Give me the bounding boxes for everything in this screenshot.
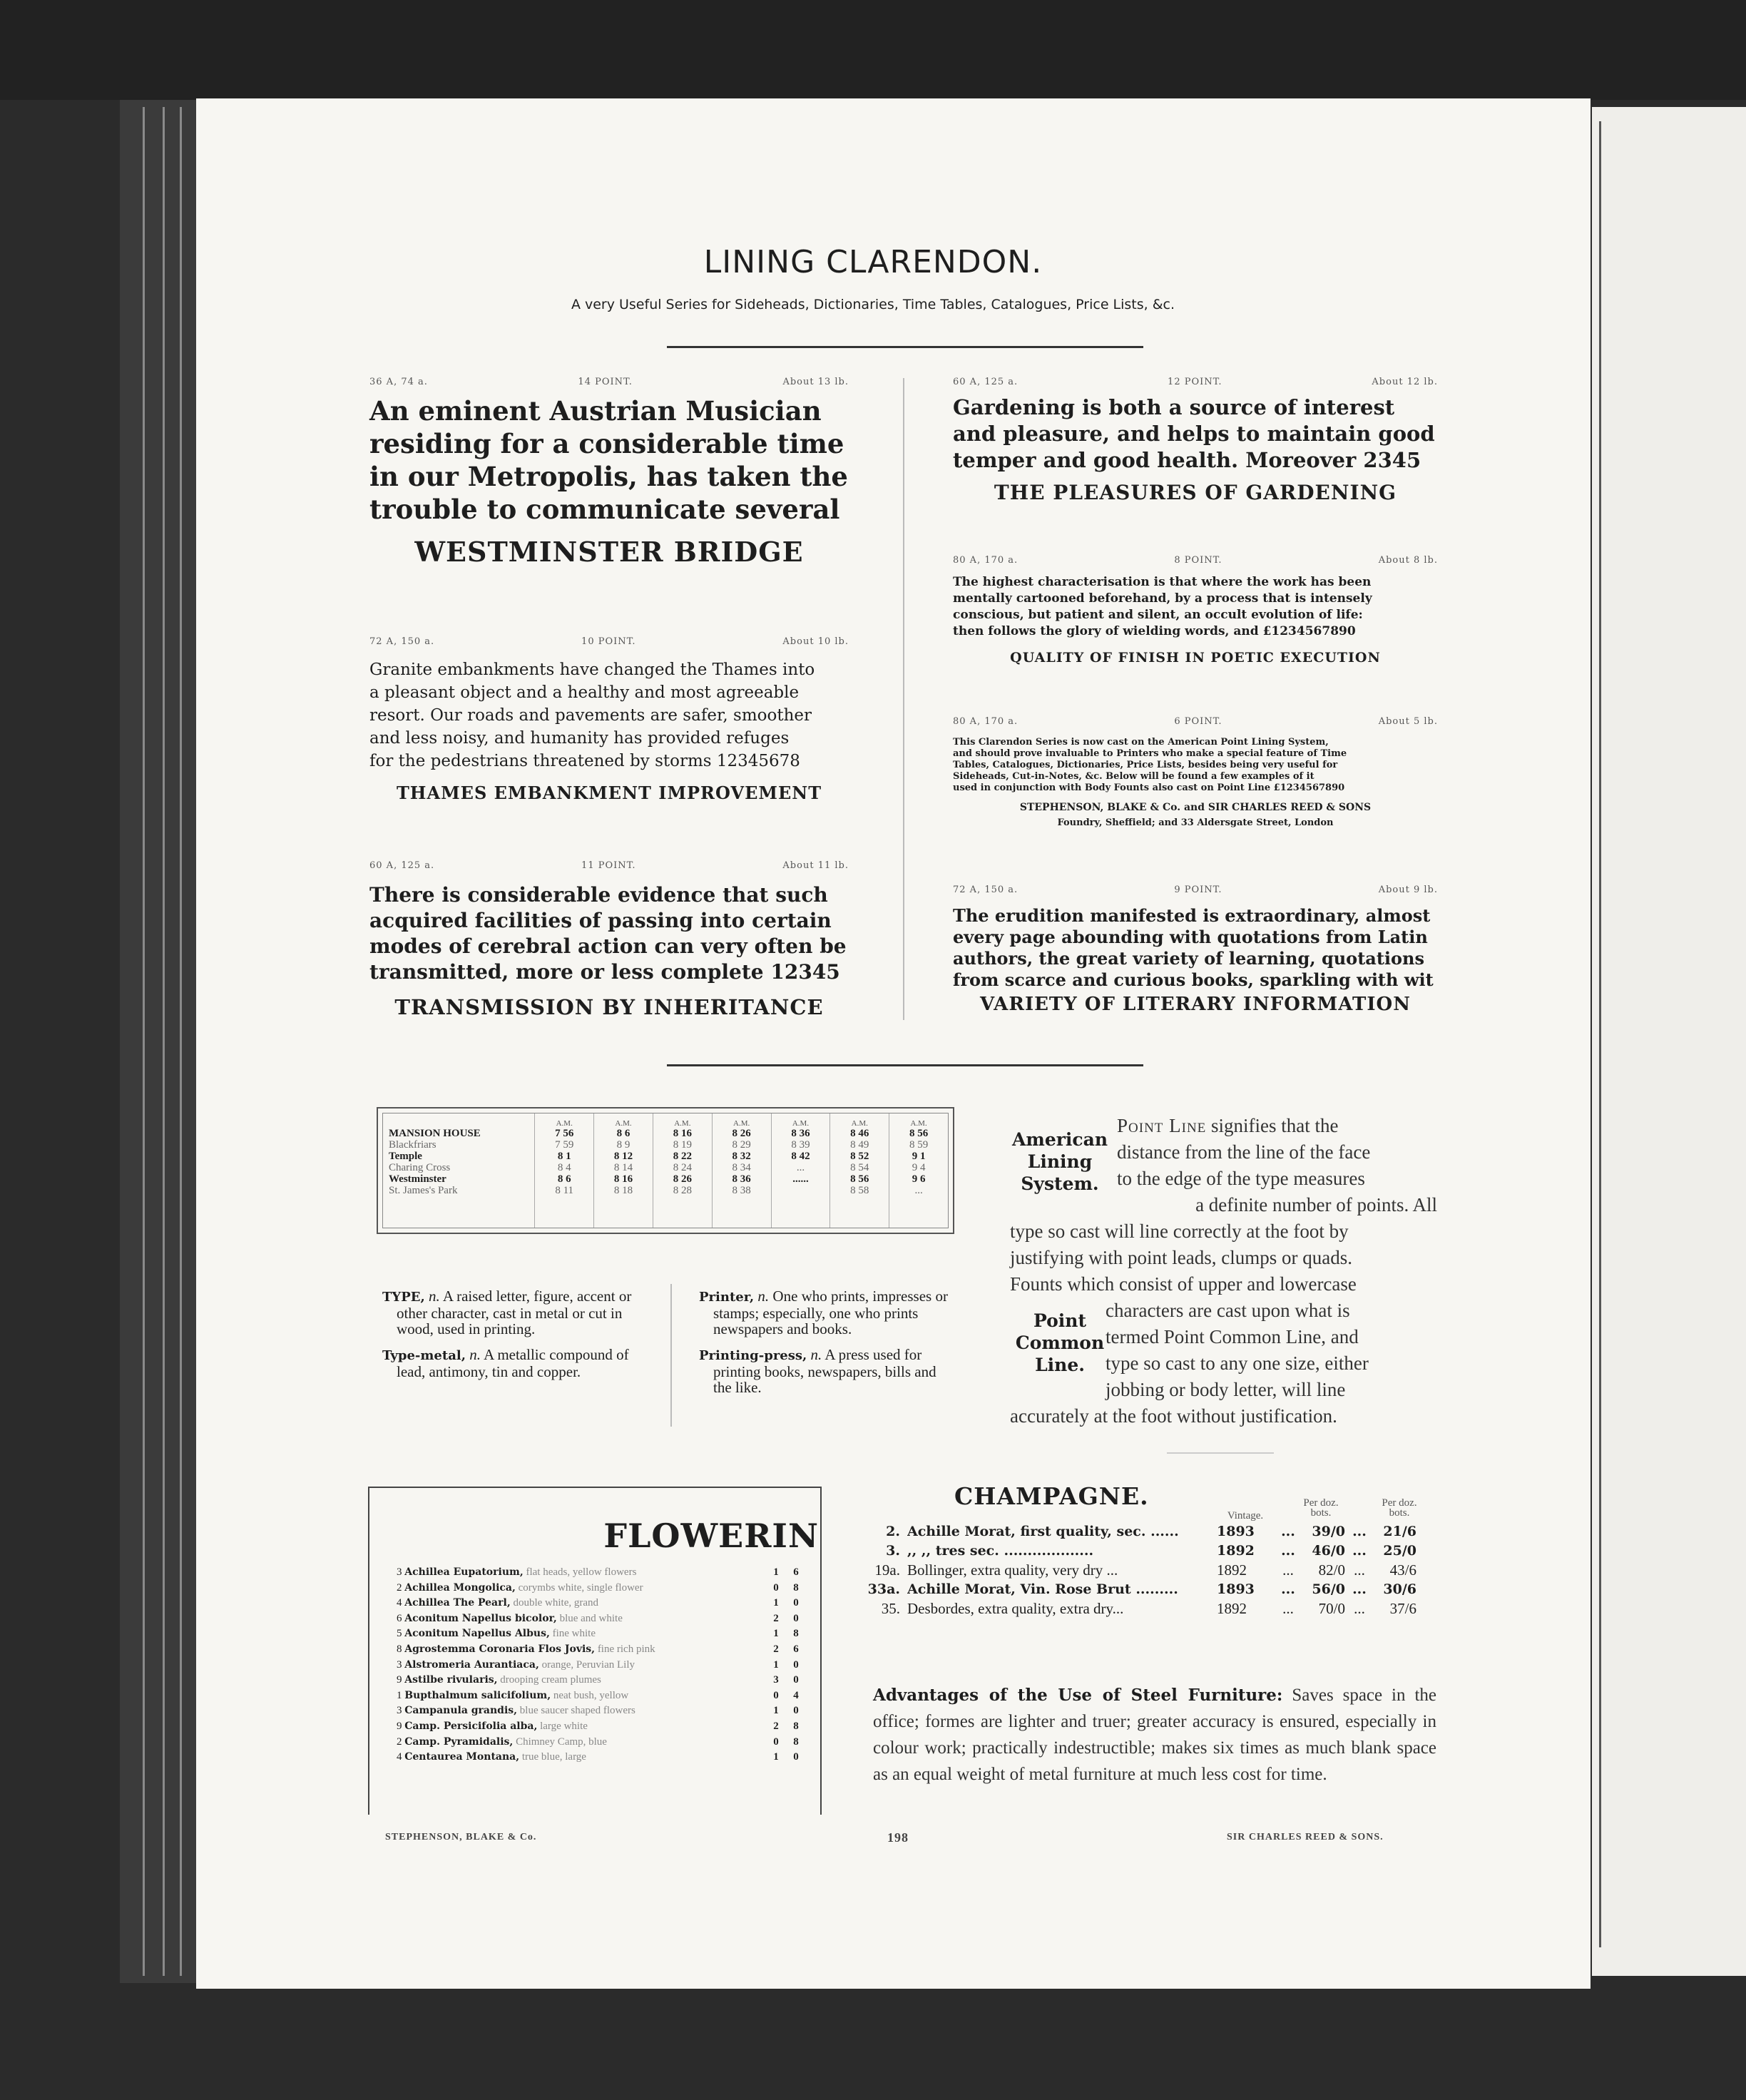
flower-list <box>369 1555 820 1765</box>
time-column: A.M. 8 56 8 59 9 1 9 4 9 6 ... <box>889 1113 948 1228</box>
specimen-line: then follows the glory of wielding words, and £1234567890 <box>953 624 1356 638</box>
specimen-14-point <box>369 377 849 568</box>
specimen-line: conscious, but patient and silent, an occult evolution of life: <box>953 608 1363 622</box>
time-cell: 8 42 <box>791 1151 810 1162</box>
point-line-text-1: Point Line signifies that the distance from the line of the face to the edge of the type measures a definite number of points. All <box>1117 1113 1437 1218</box>
station-name: St. James's Park <box>389 1185 458 1196</box>
time-cell: 8 22 <box>673 1151 692 1162</box>
list-item: 2 Achillea Mongolica, corymbs white, single flower 0 8 <box>397 1581 799 1594</box>
table-row: 19a. Bollinger, extra quality, very dry ... 1892 ... 82/0 ... 43/6 <box>874 1561 1416 1579</box>
lead-line: Point Line signifies that the <box>1117 1115 1339 1136</box>
entry-definition: A metallic compound of lead, antimony, tin and copper. <box>397 1346 629 1380</box>
time-cell: 9 1 <box>912 1151 926 1162</box>
list-item: 3 Achillea Eupatorium, flat heads, yellow flowers 1 6 <box>397 1566 799 1578</box>
caps-count: 72 A, 150 a. <box>369 636 435 647</box>
specimen-line: residing for a considerable time <box>369 428 844 459</box>
table-row: 33a. Achille Morat, Vin. Rose Brut ......... 1893 ... 56/0 ... 30/6 <box>867 1581 1416 1597</box>
entry-definition: A press used for printing books, newspapers, bills and the like. <box>713 1346 936 1396</box>
station-name: MANSION HOUSE <box>389 1128 481 1139</box>
time-cell: 8 46 <box>850 1128 869 1139</box>
time-cell: 9 4 <box>912 1162 926 1173</box>
specimen-text <box>953 574 1438 640</box>
specimen-meta <box>953 885 1438 895</box>
specimen-heading: THAMES EMBANKMENT IMPROVEMENT <box>396 783 822 803</box>
list-item: 3 Campanula grandis, blue saucer shaped flowers 1 0 <box>397 1705 799 1717</box>
time-cell: 8 9 <box>616 1139 630 1151</box>
point-size: 10 POINT. <box>581 636 636 647</box>
time-cell: 8 16 <box>613 1173 633 1185</box>
facing-page <box>1592 107 1746 1976</box>
time-cell: 8 32 <box>732 1151 751 1162</box>
time-cell: ... <box>796 1162 805 1173</box>
specimen-9-point <box>953 885 1438 1015</box>
specimen-line: This Clarendon Series is now cast on the American Point Lining System, <box>953 737 1329 748</box>
champagne-title: CHAMPAGNE. <box>954 1482 1149 1510</box>
specimen-line: mentally cartooned beforehand, by a process that is intensely <box>953 591 1372 606</box>
specimen-text <box>953 737 1438 794</box>
time-cell: 8 11 <box>555 1185 574 1196</box>
book-page-edges <box>120 100 198 1983</box>
point-size: 6 POINT. <box>1174 716 1222 727</box>
background-top <box>0 0 1746 100</box>
fount-weight: About 13 lb. <box>782 377 849 387</box>
fount-weight: About 10 lb. <box>782 636 849 647</box>
point-line-text-2: type so cast will line correctly at the foot by justifying with point leads, clumps or quads. Founts which consist of upper and lowercase <box>1010 1220 1357 1295</box>
time-cell: 8 1 <box>557 1151 571 1162</box>
time-cell: 8 26 <box>732 1128 751 1139</box>
caps-count: 80 A, 170 a. <box>953 716 1018 727</box>
point-size: 14 POINT. <box>578 377 633 387</box>
dictionary-right <box>699 1288 956 1405</box>
table-row: 3. ,, ,, tres sec. ................... 1892 ... 46/0 ... 25/0 <box>886 1543 1416 1559</box>
specimen-meta <box>369 860 849 871</box>
entry-definition: One who prints, impresses or stamps; especially, one who prints newspapers and books. <box>713 1288 948 1337</box>
specimen-text <box>369 882 849 985</box>
specimen-heading: TRANSMISSION BY INHERITANCE <box>394 995 824 1019</box>
specimen-heading: VARIETY OF LITERARY INFORMATION <box>980 994 1411 1015</box>
specimen-text <box>369 394 849 526</box>
vintage-column-head: Vintage. <box>1227 1510 1264 1522</box>
list-item: 3 Alstromeria Aurantiaca, orange, Peruvian Lily 1 0 <box>397 1658 799 1671</box>
notice-text: Saves space in the office; formes are lighter and truer; greater accuracy is ensured, especially in colour work; practically indestructible; makes six times as much blank space as an equal weight of metal furniture at much less cost for time. <box>873 1686 1436 1784</box>
time-cell: 8 19 <box>673 1139 692 1151</box>
time-cell: 8 59 <box>909 1139 929 1151</box>
page-edge-line <box>143 107 145 1976</box>
page-number: 198 <box>887 1830 909 1845</box>
time-cell: 8 24 <box>673 1162 692 1173</box>
specimen-12-point <box>953 377 1438 504</box>
fount-weight: About 11 lb. <box>782 860 849 871</box>
specimen-text <box>953 394 1438 474</box>
time-cell: 8 6 <box>616 1128 630 1139</box>
flower-title: FLOWERIN <box>603 1517 819 1555</box>
time-cell: 7 59 <box>555 1139 574 1151</box>
specimen-heading: WESTMINSTER BRIDGE <box>414 536 804 568</box>
time-cell: 8 4 <box>557 1162 571 1173</box>
point-line-text-3: characters are cast upon what is termed Point Common Line, and type so cast to any one size, either jobbing or body letter, will line <box>1106 1300 1369 1400</box>
specimen-line: and less noisy, and humanity has provided refuges <box>369 729 790 748</box>
dictionary-entry <box>699 1288 956 1337</box>
section-rule <box>667 1064 1143 1066</box>
sidehead-point-common-line: Point Common Line. <box>1015 1310 1105 1375</box>
time-cell: 8 26 <box>673 1173 692 1185</box>
specimen-line: transmitted, more or less complete 12345 <box>369 960 840 984</box>
specimen-heading: THE PLEASURES OF GARDENING <box>994 481 1397 504</box>
steel-furniture-notice <box>873 1682 1436 1788</box>
time-cell: 8 54 <box>850 1162 869 1173</box>
specimen-text <box>369 658 849 773</box>
station-name: Temple <box>389 1151 422 1162</box>
list-item: 1 Bupthalmum salicifolium, neat bush, yellow 0 4 <box>397 1689 799 1701</box>
point-line-section <box>1006 1113 1437 1427</box>
specimen-line: every page abounding with quotations from Latin <box>953 927 1428 947</box>
column-divider <box>903 378 904 1020</box>
specimen-line: and should prove invaluable to Printers who make a special feature of Time <box>953 748 1347 759</box>
list-item: 9 Astilbe rivularis, drooping cream plumes 3 0 <box>397 1674 799 1686</box>
point-size: 12 POINT. <box>1168 377 1222 387</box>
entry-pos: n. <box>757 1288 770 1305</box>
time-cell: 8 39 <box>791 1139 810 1151</box>
time-cell: 8 6 <box>557 1173 571 1185</box>
per-doz-column-head: Per doz. bots. <box>1382 1497 1417 1519</box>
point-size: 8 POINT. <box>1174 555 1222 566</box>
specimen-line: Sideheads, Cut-in-Notes, &c. Below will be found a few examples of it <box>953 771 1314 782</box>
table-row: 2. Achille Morat, first quality, sec. ...... 1893 ... 39/0 ... 21/6 <box>886 1524 1416 1539</box>
time-cell: 8 18 <box>613 1185 633 1196</box>
entry-term: Type-metal, <box>382 1348 466 1363</box>
caps-count: 36 A, 74 a. <box>369 377 428 387</box>
time-cell: 9 6 <box>912 1173 926 1185</box>
fount-weight: About 8 lb. <box>1378 555 1438 566</box>
specimen-subheading: Foundry, Sheffield; and 33 Aldersgate Street, London <box>1057 817 1334 828</box>
champagne-price-list <box>867 1479 1438 1629</box>
time-cell: 8 29 <box>732 1139 751 1151</box>
caps-count: 60 A, 125 a. <box>369 860 435 871</box>
specimen-line: Granite embankments have changed the Thames into <box>369 661 815 679</box>
specimen-heading: QUALITY OF FINISH IN POETIC EXECUTION <box>1010 650 1381 666</box>
time-cell: 8 14 <box>613 1162 633 1173</box>
time-cell: 8 49 <box>850 1139 869 1151</box>
fount-weight: About 9 lb. <box>1378 885 1438 895</box>
short-rule <box>1167 1452 1274 1454</box>
dictionary-entry <box>382 1347 646 1380</box>
entry-term: Printing-press, <box>699 1348 807 1363</box>
footer-right: SIR CHARLES REED & SONS. <box>1227 1832 1384 1842</box>
specimen-line: The highest characterisation is that where the work has been <box>953 575 1372 589</box>
notice-lead: Advantages of the Use of Steel Furniture: <box>873 1686 1283 1705</box>
time-cell: 8 28 <box>673 1185 692 1196</box>
specimen-line: used in conjunction with Body Founts also cast on Point Line £1234567890 <box>953 783 1345 793</box>
dictionary-left <box>382 1288 646 1390</box>
specimen-line: in our Metropolis, has taken the <box>369 461 848 492</box>
lead-term: Point Line <box>1117 1115 1207 1136</box>
specimen-meta <box>953 377 1438 387</box>
flower-price-list <box>368 1487 822 1815</box>
caps-count: 72 A, 150 a. <box>953 885 1018 895</box>
specimen-meta <box>369 636 849 647</box>
page-title: LINING CLARENDON. <box>703 244 1043 280</box>
list-item: 4 Centaurea Montana, true blue, large 1 0 <box>397 1751 799 1763</box>
time-column: A.M. 8 16 8 19 8 22 8 24 8 26 8 28 <box>653 1113 712 1228</box>
list-item: 5 Aconitum Napellus Albus, fine white 1 8 <box>397 1628 799 1640</box>
station-name: Westminster <box>389 1173 446 1185</box>
point-size: 11 POINT. <box>581 860 636 871</box>
specimen-line: authors, the great variety of learning, quotations <box>953 948 1424 969</box>
specimen-meta <box>369 377 849 387</box>
time-cell: 8 16 <box>673 1128 692 1139</box>
specimen-line: trouble to communicate several <box>369 494 840 525</box>
entry-pos: n. <box>429 1288 440 1305</box>
time-cell: 8 56 <box>909 1128 929 1139</box>
time-cell: 8 56 <box>850 1173 869 1185</box>
caps-count: 60 A, 125 a. <box>953 377 1018 387</box>
specimen-6-point <box>953 716 1438 831</box>
list-item: 6 Aconitum Napellus bicolor, blue and white 2 0 <box>397 1612 799 1624</box>
sidehead-american-lining: American Lining System. <box>1011 1129 1108 1194</box>
entry-pos: n. <box>810 1346 822 1363</box>
specimen-line: There is considerable evidence that such <box>369 883 828 907</box>
time-cell: 7 56 <box>555 1128 574 1139</box>
specimen-line: Tables, Catalogues, Dictionaries, Price Lists, besides being very useful for <box>953 760 1338 770</box>
dictionary-entry <box>382 1288 646 1337</box>
list-item: 9 Camp. Persicifolia alba, large white 2 8 <box>397 1720 799 1732</box>
timetable-grid <box>382 1113 949 1228</box>
list-item: 2 Camp. Pyramidalis, Chimney Camp, blue 0 8 <box>397 1735 799 1748</box>
timetable <box>377 1107 954 1234</box>
header-rule <box>667 346 1143 348</box>
champagne-rows <box>867 1522 1438 1619</box>
time-column: A.M. 8 26 8 29 8 32 8 34 8 36 8 38 <box>712 1113 771 1228</box>
time-cell: 8 12 <box>613 1151 633 1162</box>
list-item: 8 Agrostemma Coronaria Flos Jovis, fine rich pink 2 6 <box>397 1643 799 1655</box>
specimen-meta <box>953 716 1438 727</box>
caps-count: 80 A, 170 a. <box>953 555 1018 566</box>
specimen-line: The erudition manifested is extraordinary, almost <box>953 905 1431 926</box>
point-line-text-4: accurately at the foot without justification. <box>1010 1405 1337 1427</box>
page-edge-line <box>163 107 165 1976</box>
fount-weight: About 12 lb. <box>1372 377 1438 387</box>
footer-left: STEPHENSON, BLAKE & Co. <box>385 1832 537 1842</box>
specimen-8-point <box>953 555 1438 666</box>
specimen-line: for the pedestrians threatened by storms 12345678 <box>369 752 800 770</box>
entry-term: Printer, <box>699 1290 755 1305</box>
time-cell: ...... <box>792 1173 809 1185</box>
time-cell: 8 58 <box>850 1185 869 1196</box>
specimen-line: Gardening is both a source of interest <box>953 395 1395 419</box>
specimen-meta <box>953 555 1438 566</box>
page-edge-line <box>180 107 182 1976</box>
specimen-line: acquired facilities of passing into certain <box>369 909 832 932</box>
specimen-line: modes of cerebral action can very often be <box>369 934 847 958</box>
dictionary-entry <box>699 1347 956 1395</box>
time-cell: 8 36 <box>732 1173 751 1185</box>
fount-weight: About 5 lb. <box>1378 716 1438 727</box>
time-cell: 8 36 <box>791 1128 810 1139</box>
entry-definition: A raised letter, figure, accent or other character, cast in metal or cut in wood, used in printing. <box>397 1288 632 1337</box>
time-column: A.M. 8 36 8 39 8 42 ... ...... <box>771 1113 830 1228</box>
specimen-line: An eminent Austrian Musician <box>369 395 822 427</box>
specimen-line: a pleasant object and a healthy and most agreeable <box>369 683 800 702</box>
station-name: Charing Cross <box>389 1162 451 1173</box>
station-column <box>383 1113 534 1228</box>
specimen-11-point <box>369 860 849 1019</box>
time-cell: 8 38 <box>732 1185 751 1196</box>
specimen-line: and pleasure, and helps to maintain good <box>953 422 1435 446</box>
time-cell: 8 34 <box>732 1162 751 1173</box>
specimen-line: resort. Our roads and pavements are safer, smoother <box>369 706 812 725</box>
specimen-heading: STEPHENSON, BLAKE & Co. and SIR CHARLES REED & SONS <box>1019 802 1372 813</box>
time-cell: ... <box>914 1185 923 1196</box>
list-item: 4 Achillea The Pearl, double white, grand 1 0 <box>397 1597 799 1609</box>
page-subtitle: A very Useful Series for Sideheads, Dictionaries, Time Tables, Catalogues, Price Lists, &c. <box>571 297 1175 312</box>
specimen-10-point <box>369 636 849 803</box>
time-column: A.M. 7 56 7 59 8 1 8 4 8 6 8 11 <box>534 1113 593 1228</box>
time-column: A.M. 8 46 8 49 8 52 8 54 8 56 8 58 <box>829 1113 889 1228</box>
specimen-text <box>953 905 1438 991</box>
point-size: 9 POINT. <box>1174 885 1222 895</box>
station-name: Blackfriars <box>389 1139 436 1151</box>
entry-term: TYPE, <box>382 1290 425 1305</box>
table-row: 35. Desbordes, extra quality, extra dry... 1892 ... 70/0 ... 37/6 <box>881 1600 1416 1617</box>
dictionary-divider <box>670 1284 672 1427</box>
time-cell: 8 52 <box>850 1151 869 1162</box>
facing-page-rule <box>1599 121 1601 1947</box>
specimen-line: temper and good health. Moreover 2345 <box>953 448 1421 472</box>
entry-pos: n. <box>469 1346 481 1363</box>
per-doz-column-head: Per doz. bots. <box>1303 1497 1339 1519</box>
specimen-line: from scarce and curious books, sparkling with wit <box>953 969 1434 990</box>
time-column: A.M. 8 6 8 9 8 12 8 14 8 16 8 18 <box>593 1113 653 1228</box>
